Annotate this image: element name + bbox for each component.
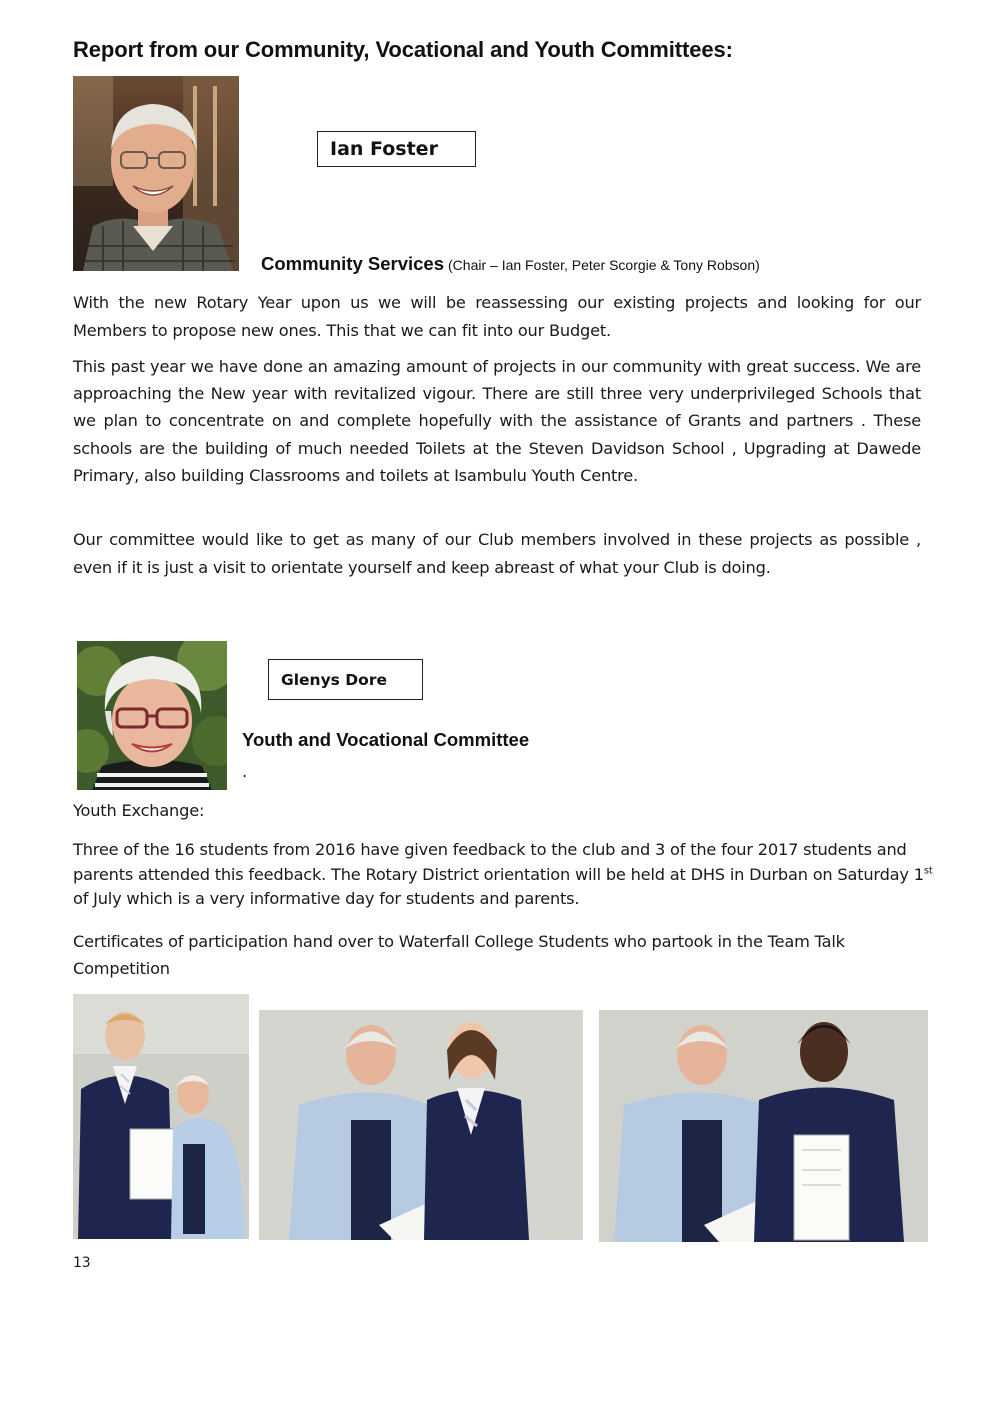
glenys-dore-photo <box>77 641 227 790</box>
youth-exchange-subheading: Youth Exchange: <box>73 801 205 820</box>
community-services-chair: (Chair – Ian Foster, Peter Scorgie & Tony Robson) <box>448 257 760 273</box>
page-title: Report from our Community, Vocational and Youth Committees: <box>73 37 733 62</box>
community-paragraph-3: Our committee would like to get as many of our Club members involved in these projects as possible , even if it is just a visit to orientate yourself and keep abreast of what your Club is doing. <box>73 530 921 577</box>
page-number: 13 <box>73 1255 91 1271</box>
community-paragraph-2: This past year we have done an amazing amount of projects in our community with great success. We are approaching the New year with revitalized vigour. There are still three very underprivileged Schools that we plan to concentrate on and complete hopefully with the assistance of Grants and partners . These schools are the building of much needed Toilets at the Steven Davidson School , Upgrading at Dawede Primary, also building Classrooms and toilets at Isambulu Youth Centre. <box>73 357 921 485</box>
community-services-heading <box>261 253 760 275</box>
certificate-photo-1 <box>73 994 249 1239</box>
ian-foster-name: Ian Foster <box>330 138 438 160</box>
glenys-dore-name: Glenys Dore <box>281 670 387 689</box>
youth-paragraph-1-text-a: Three of the 16 students from 2016 have given feedback to the club and 3 of the four 2017 students and parents attended this feedback. The Rotary District orientation will be held at DHS in Durban on Saturday 1 <box>73 840 924 884</box>
youth-paragraph-1-superscript: st <box>923 865 933 877</box>
certificate-photo-2 <box>259 1010 583 1240</box>
youth-paragraph-1 <box>73 838 933 912</box>
ian-foster-photo <box>73 76 239 271</box>
youth-vocational-heading: Youth and Vocational Committee <box>242 729 530 750</box>
community-services-title: Community Services <box>261 253 445 274</box>
ian-foster-name-box <box>317 131 476 167</box>
youth-paragraph-1-text-b: of July which is a very informative day for students and parents. <box>73 889 580 909</box>
glenys-dore-name-box <box>268 659 423 700</box>
youth-paragraph-2: Certificates of participation hand over to Waterfall College Students who partook in the Team Talk Competition <box>73 932 845 978</box>
certificate-photo-3 <box>599 1010 928 1242</box>
youth-heading-dot: . <box>242 762 247 781</box>
community-paragraph-1: With the new Rotary Year upon us we will be reassessing our existing projects and looking for our Members to propose new ones. This that we can fit into our Budget. <box>73 293 921 340</box>
